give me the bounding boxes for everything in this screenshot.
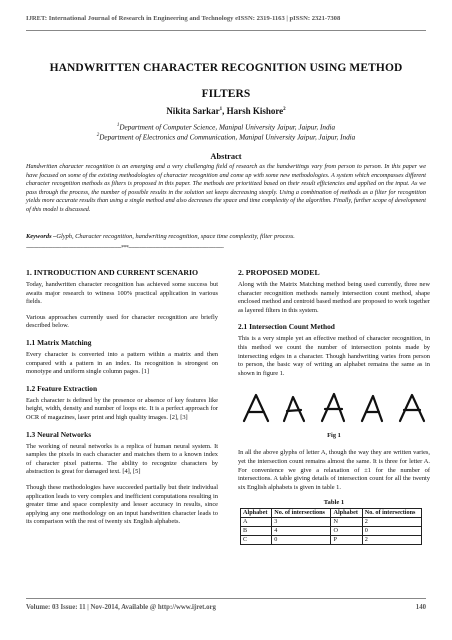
table-cell: 2 <box>362 536 421 545</box>
glyph-a-3 <box>322 394 344 421</box>
section-1-2-title: 1.2 Feature Extraction <box>26 383 98 393</box>
glyph-a-5 <box>400 395 424 421</box>
page-number: 140 <box>415 604 426 611</box>
keywords-label: Keywords – <box>26 233 57 240</box>
author-2: Harsh Kishore <box>226 106 284 116</box>
section-2-title: 2. PROPOSED MODEL <box>238 268 320 277</box>
table-cell: C <box>241 536 272 545</box>
table-cell: 2 <box>362 518 421 527</box>
table-cell: 0 <box>272 536 331 545</box>
affiliation-1 <box>26 123 426 131</box>
section-1-1-title: 1.1 Matrix Matching <box>26 337 92 347</box>
paper-title <box>26 55 426 107</box>
authors <box>26 106 426 116</box>
left-column <box>26 268 218 534</box>
title-line-1: HANDWRITTEN CHARACTER RECOGNITION USING METHOD <box>49 62 403 74</box>
intersection-table <box>240 508 422 545</box>
section-1-2-paragraph: Each character is defined by the presence or absence of key features like height, width, density and number of loops etc. It is a perfect approach for OCR of magazines, laser print and high quality images. [2], [3] <box>26 396 218 421</box>
table-header-cell: Alphabet <box>331 509 362 518</box>
table-cell: 0 <box>362 527 421 536</box>
affiliation-1-text: Department of Computer Science, Manipal University Jaipur, Jaipur, India <box>119 123 336 132</box>
section-2-paragraph: Along with the Matrix Matching method being used currently, three new character recognition methods namely intersection count method, shape enclosed method and centroid based method are proposed to work together as layered filters in this system. <box>238 281 430 314</box>
table-cell: P <box>331 536 362 545</box>
title-line-2: FILTERS <box>201 88 251 100</box>
table-row <box>241 536 422 545</box>
section-1-3-paragraph-1: The working of neural networks is a replica of human neural system. It samples the pixels in each character and matches them to a known index of character pixel patterns. The ability to recognize characters by abstraction is great for damaged text. [4], [5] <box>26 442 218 476</box>
table-cell: A <box>241 518 272 527</box>
keywords <box>26 233 426 240</box>
affiliation-2-sup: 2 <box>96 133 100 138</box>
handwritten-a-glyphs-figure <box>238 391 430 425</box>
header-rule <box>26 30 426 31</box>
author-1: Nikita Sarkar <box>166 106 220 116</box>
table-cell: 4 <box>272 527 331 536</box>
figure-caption: Fig 1 <box>327 432 341 440</box>
table-header-cell: No. of intersections <box>272 509 331 518</box>
section-2-1-paragraph: This is a very simple yet an effective method of character recognition, in this method we count the number of intersection points made by intersecting edges in a character. Though handwriting varies from person to person, the basic way of writing an alphabet remains the same as in shown in figure 1. <box>238 335 430 377</box>
author-2-sup: 2 <box>283 107 286 112</box>
author-1-sup: 1 <box>219 107 223 112</box>
section-1-1-paragraph: Every character is converted into a pattern within a matrix and then compared with a pattern in an index. Its recognition is strongest on monotype and uniform single column pages. [1] <box>26 350 218 376</box>
footer-rule <box>26 598 426 599</box>
section-1-3-title: 1.3 Neural Networks <box>26 429 92 439</box>
glyph-a-1 <box>244 395 268 421</box>
keywords-text: Glyph, Character recognition, handwriting recognition, space time complexity, filter process. <box>56 233 295 240</box>
affiliation-2 <box>26 133 426 141</box>
abstract-heading: Abstract <box>210 152 242 161</box>
section-1-paragraph-2: Various approaches currently used for character recognition are briefly described below. <box>26 313 218 330</box>
table-row <box>241 518 422 527</box>
affiliation-2-text: Department of Electronics and Communication, Manipal University Jaipur, Jaipur, India <box>99 133 356 142</box>
affiliation-1-sup: 1 <box>116 123 120 128</box>
table-cell: B <box>241 527 272 536</box>
journal-header: IJRET: International Journal of Research in Engineering and Technology eISSN: 2319-1163 | pISSN: 2321-7308 <box>26 15 341 22</box>
table-header-row <box>241 509 422 518</box>
glyph-a-4 <box>362 396 382 421</box>
table-cell: N <box>331 518 362 527</box>
section-separator: --------------------------------------------------------------------***-------------------------------------------------------------------- <box>26 245 224 251</box>
section-2-1-paragraph-2: In all the above glyphs of letter A, though the way they are written varies, yet the intersection count remains almost the same. It is three for letter A. For convenience we give a relaxation of ±1 for the number of intersections. A table giving details of intersection count for all the twenty six English alphabets is given in table 1. <box>238 449 430 491</box>
footer <box>26 604 426 611</box>
abstract-text: Handwritten character recognition is an emerging and a very challenging field of research as the handwritings vary from person to person. In this paper we have focused on some of the existing methodologies of character recognition and come up with some new methodologies. A system which encompasses different character recognition methods as filters is proposed in this paper. The methods are prioritized based on their result efficiencies and applied on the input. As we pass through the process, the number of possible results in the solution set keeps decreasing steeply. Using a combination of methods as a filter for recognition yields more accurate results than using a single method and also decreases the space and time complexity of the algorithm. Finally, further scope of development of this model is discussed. <box>26 163 426 213</box>
section-2-1-title: 2.1 Intersection Count Method <box>238 322 335 332</box>
right-column <box>238 268 430 545</box>
glyph-a-2 <box>284 397 304 421</box>
table-row <box>241 527 422 536</box>
section-1-title: 1. INTRODUCTION AND CURRENT SCENARIO <box>26 268 199 277</box>
author-separator: , <box>222 106 227 116</box>
table-header-cell: No. of intersections <box>362 509 421 518</box>
section-1-paragraph-1: Today, handwritten character recognition has achieved some success but awaits major research to witness 100% practical application in various fields. <box>26 281 218 306</box>
section-1-3-paragraph-2: Though these methodologies have succeeded partially but their individual application leads to very complex and inefficient computations resulting in greater time and space complexity and lesser accuracy in results, since applying any one methodology on an input handwritten character leads to its comparison with the rest of twenty six English alphabets. <box>26 483 218 526</box>
table-header-cell: Alphabet <box>241 509 272 518</box>
table-caption: Table 1 <box>323 499 345 507</box>
table-cell: O <box>331 527 362 536</box>
table-cell: 3 <box>272 518 331 527</box>
footer-text: Volume: 03 Issue: 11 | Nov-2014, Available @ http://www.ijret.org <box>26 604 216 611</box>
